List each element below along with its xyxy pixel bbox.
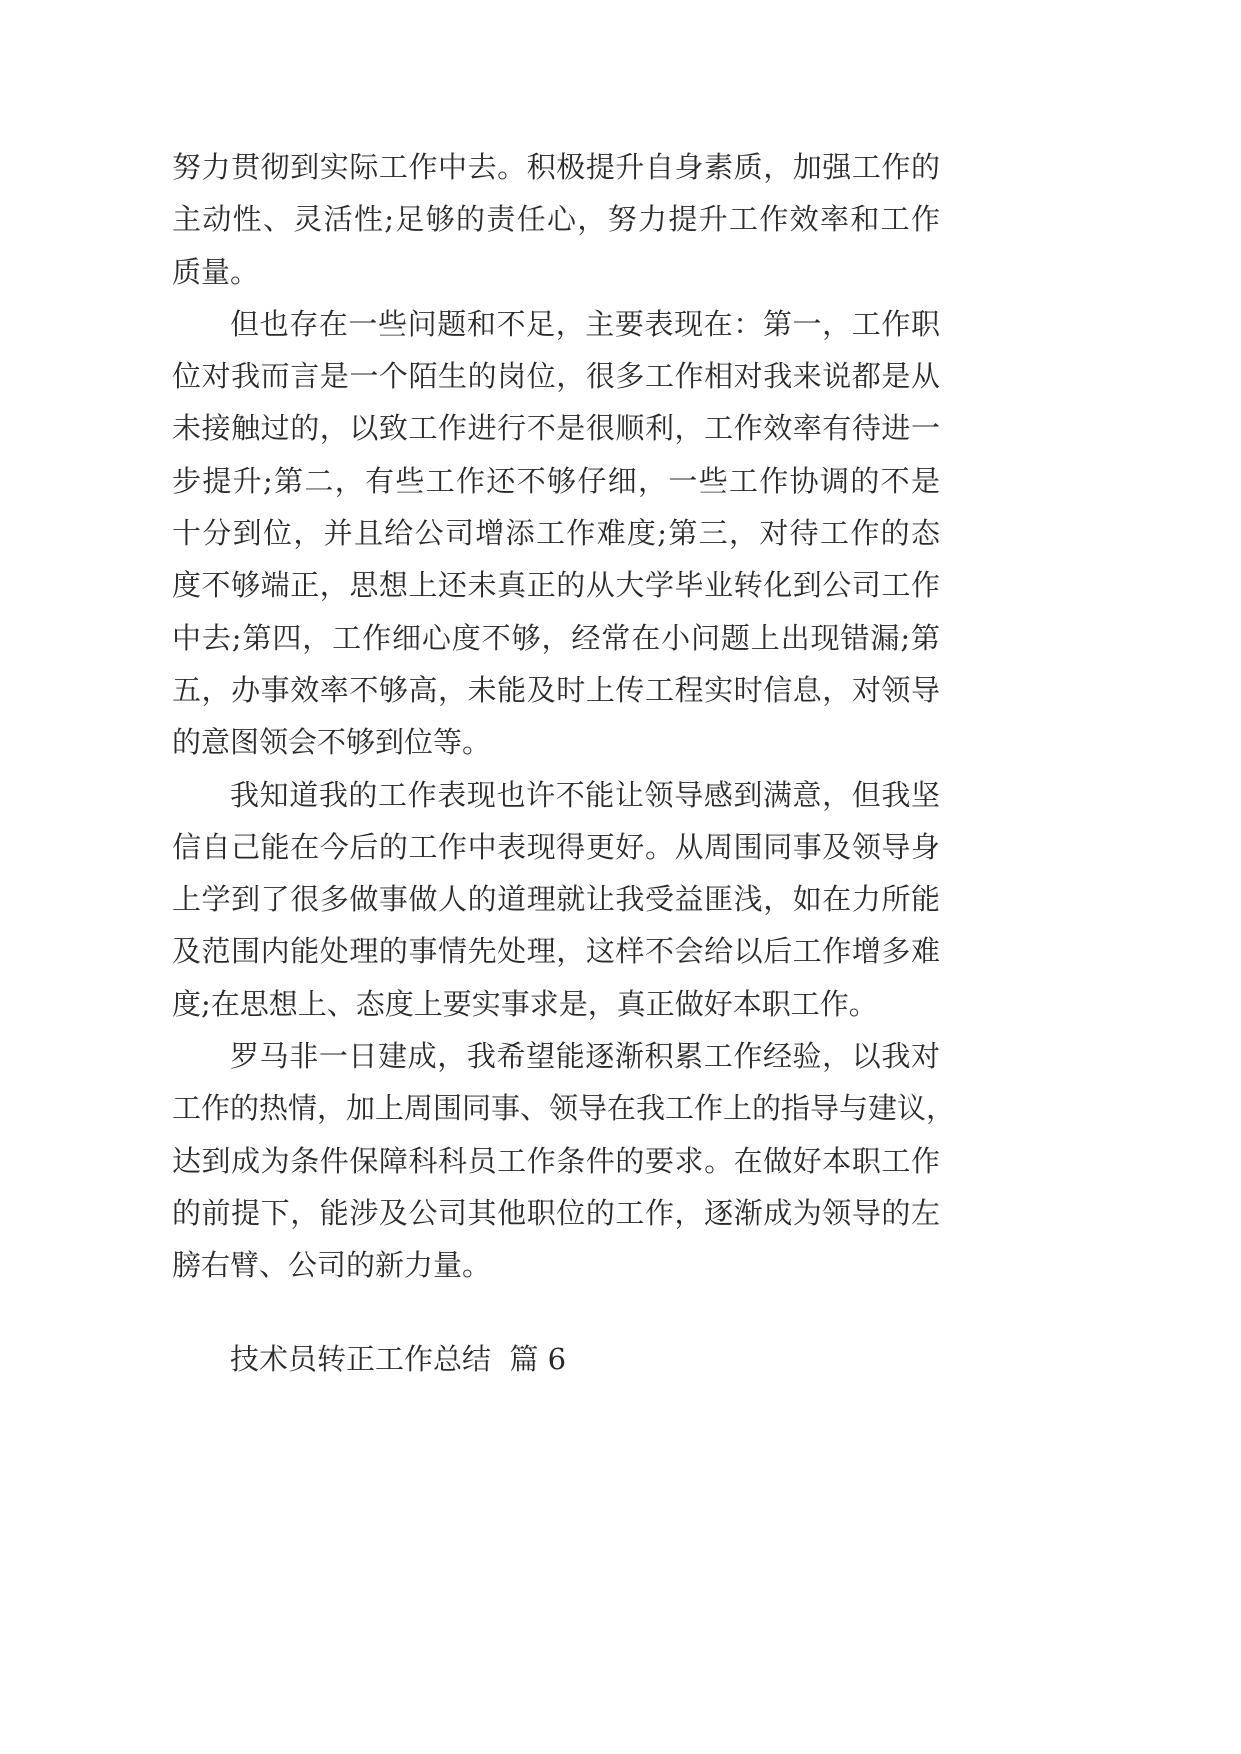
paragraph-2-line-7: 中去;第四，工作细心度不够，经常在小问题上出现错漏;第 xyxy=(172,620,940,655)
paragraph-4-line-5: 膀右臂、公司的新力量。 xyxy=(172,1248,492,1283)
section-heading: 技术员转正工作总结 篇 6 xyxy=(230,1342,567,1376)
paragraph-3-line-1: 我知道我的工作表现也许不能让领导感到满意，但我坚 xyxy=(230,777,940,812)
paragraph-4-line-3: 达到成为条件保障科科员工作条件的要求。在做好本职工作 xyxy=(172,1143,940,1178)
paragraph-4-line-4: 的前提下，能涉及公司其他职位的工作，逐渐成为领导的左 xyxy=(172,1195,940,1230)
paragraph-3-line-5: 度;在思想上、态度上要实事求是，真正做好本职工作。 xyxy=(172,986,878,1021)
paragraph-3-line-4: 及范围内能处理的事情先处理，这样不会给以后工作增多难 xyxy=(172,934,940,969)
paragraph-3-line-3: 上学到了很多做事做人的道理就让我受益匪浅，如在力所能 xyxy=(172,882,940,917)
paragraph-1-line-3: 质量。 xyxy=(172,254,260,289)
paragraph-1-line-2: 主动性、灵活性;足够的责任心，努力提升工作效率和工作 xyxy=(172,202,940,237)
paragraph-2-line-4: 步提升;第二，有些工作还不够仔细，一些工作协调的不是 xyxy=(172,463,940,498)
paragraph-4-line-1: 罗马非一日建成，我希望能逐渐积累工作经验，以我对 xyxy=(230,1039,940,1074)
paragraph-2-line-1: 但也存在一些问题和不足，主要表现在：第一，工作职 xyxy=(230,306,940,341)
paragraph-1-line-1: 努力贯彻到实际工作中去。积极提升自身素质，加强工作的 xyxy=(172,150,940,184)
paragraph-4-line-2: 工作的热情，加上周围同事、领导在我工作上的指导与建议， xyxy=(172,1091,956,1126)
paragraph-2-line-6: 度不够端正，思想上还未真正的从大学毕业转化到公司工作 xyxy=(172,568,940,603)
paragraph-3-line-2: 信自己能在今后的工作中表现得更好。从周围同事及领导身 xyxy=(172,829,940,864)
document-body xyxy=(172,141,956,1292)
paragraph-2-line-3: 未接触过的，以致工作进行不是很顺利，工作效率有待进一 xyxy=(172,411,940,446)
paragraph-2-line-2: 位对我而言是一个陌生的岗位，很多工作相对我来说都是从 xyxy=(172,359,940,394)
paragraph-2-line-9: 的意图领会不够到位等。 xyxy=(172,725,492,760)
paragraph-2-line-5: 十分到位，并且给公司增添工作难度;第三，对待工作的态 xyxy=(172,516,940,551)
paragraph-2-line-8: 五，办事效率不够高，未能及时上传工程实时信息，对领导 xyxy=(172,672,940,707)
